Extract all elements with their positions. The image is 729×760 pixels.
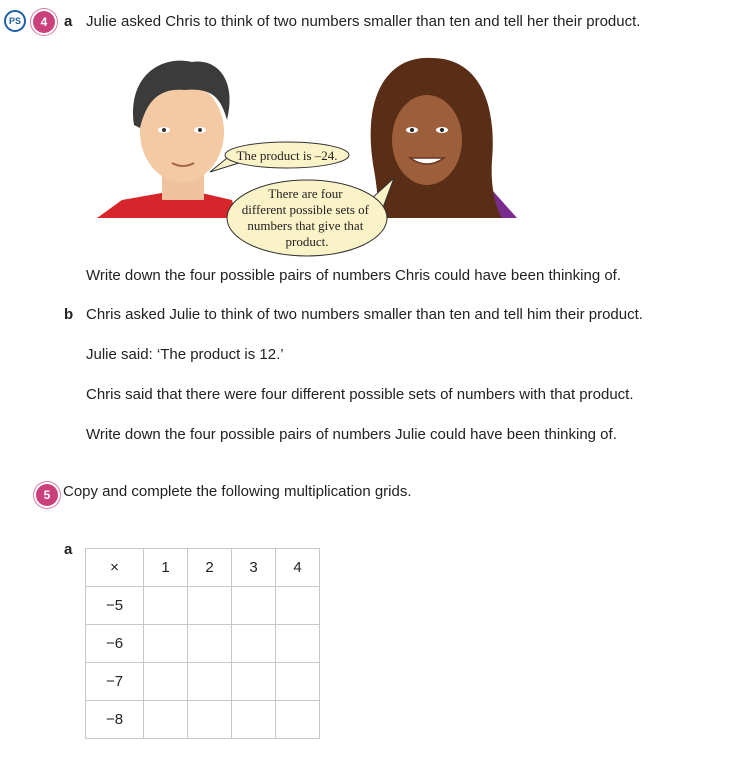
question-number-badge: 4 — [33, 11, 55, 33]
grid-cell — [144, 701, 188, 739]
question-number-badge: 5 — [36, 484, 58, 506]
grid-cell — [144, 663, 188, 701]
chris-figure — [97, 61, 237, 218]
chris-speech-text: The product is –24. — [236, 148, 338, 163]
part-b-statement: Julie said: ‘The product is 12.’ — [86, 346, 284, 363]
part-b-text: Chris asked Julie to think of two numbers smaller than ten and tell him their product. — [86, 306, 643, 323]
part-letter: a — [64, 13, 73, 30]
grid-cell — [144, 625, 188, 663]
part-b-statement: Chris said that there were four different possible sets of numbers with that product. — [86, 386, 634, 403]
grid-cell — [276, 663, 320, 701]
grid-header-row — [86, 549, 320, 587]
grid-cell — [144, 587, 188, 625]
grid-cell — [232, 701, 276, 739]
part-a-question: Write down the four possible pairs of numbers Chris could have been thinking of. — [86, 267, 622, 284]
grid-header-cell: 2 — [188, 549, 232, 587]
julie-speech-bubble — [227, 178, 394, 256]
grid-row — [86, 587, 320, 625]
grid-cell — [232, 625, 276, 663]
grid-row — [86, 663, 320, 701]
grid-cell — [232, 663, 276, 701]
grid-header-cell: × — [86, 549, 144, 587]
grid-header-cell: 4 — [276, 549, 320, 587]
question-text: Julie asked Chris to think of two numbers smaller than ten and tell her their product. — [86, 13, 641, 30]
part-letter: b — [64, 306, 74, 323]
grid-cell — [188, 625, 232, 663]
grid-row — [86, 701, 320, 739]
grid-row-label: −6 — [86, 625, 144, 663]
grid-cell — [188, 701, 232, 739]
chris-julie-illustration — [92, 50, 522, 260]
grid-cell — [232, 587, 276, 625]
part-b-question: Write down the four possible pairs of numbers Julie could have been thinking of. — [86, 426, 617, 443]
part-letter: a — [64, 541, 73, 558]
problem-solving-badge: PS — [4, 10, 26, 32]
question-text: Copy and complete the following multiplication grids. — [63, 483, 412, 500]
grid-cell — [188, 587, 232, 625]
grid-header-cell: 3 — [232, 549, 276, 587]
grid-row-label: −5 — [86, 587, 144, 625]
grid-cell — [276, 701, 320, 739]
grid-cell — [276, 625, 320, 663]
grid-row-label: −7 — [86, 663, 144, 701]
julie-figure — [371, 58, 517, 218]
chris-speech-bubble — [210, 142, 349, 172]
multiplication-grid — [85, 548, 320, 739]
grid-cell — [276, 587, 320, 625]
julie-speech-text: There are four different possible sets of numbers that give that product. — [241, 186, 369, 249]
grid-header-cell: 1 — [144, 549, 188, 587]
grid-row — [86, 625, 320, 663]
grid-cell — [188, 663, 232, 701]
grid-row-label: −8 — [86, 701, 144, 739]
